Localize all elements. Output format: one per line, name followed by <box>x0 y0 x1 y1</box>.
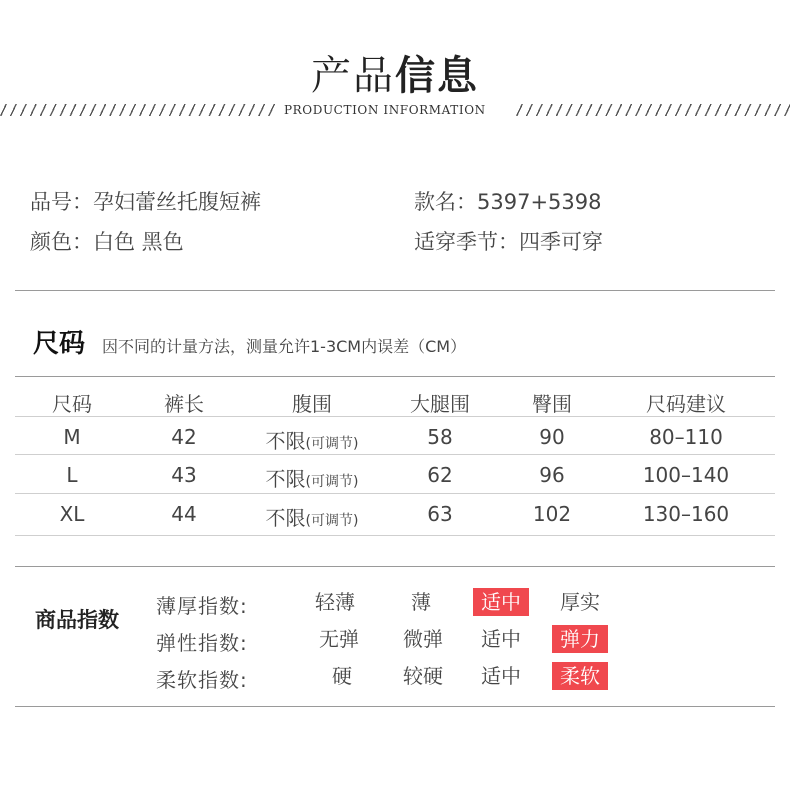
title-bold: 信息 <box>395 53 479 99</box>
waist-note: (可调节) <box>305 513 359 529</box>
size-heading: 尺码 <box>33 329 86 359</box>
waist-main: 不限 <box>265 429 306 453</box>
waist-note: (可调节) <box>305 474 359 490</box>
colors: 颜色：白色 黑色 <box>30 230 184 254</box>
page-title <box>0 44 790 101</box>
hatch-decoration-left <box>0 104 276 116</box>
size-cell: M <box>63 425 81 449</box>
waist-main: 不限 <box>265 506 306 530</box>
row-divider <box>15 416 775 417</box>
suggest-cell: 80–110 <box>649 425 723 449</box>
waist-cell <box>252 425 372 454</box>
column-header: 腹围 <box>292 392 332 416</box>
index-option: 厚实 <box>560 590 600 614</box>
row-divider <box>15 454 775 455</box>
table-top-border <box>15 376 775 377</box>
column-header: 尺码 <box>52 392 92 416</box>
thigh-cell: 63 <box>427 502 453 526</box>
size-cell: XL <box>59 502 85 526</box>
index-title: 商品指数 <box>35 608 119 632</box>
index-option: 薄 <box>411 590 431 614</box>
index-option: 轻薄 <box>315 590 355 614</box>
hip-cell: 90 <box>539 425 565 449</box>
softness-label: 柔软指数: <box>156 668 248 692</box>
subtitle: PRODUCTION INFORMATION <box>284 103 486 117</box>
suggest-cell: 130–160 <box>642 502 730 526</box>
index-option-selected: 弹力 <box>552 625 608 653</box>
column-header: 大腿围 <box>410 392 470 416</box>
length-cell: 42 <box>171 425 197 449</box>
style-name: 款名：5397+5398 <box>414 190 602 214</box>
index-option: 硬 <box>332 664 352 688</box>
divider <box>15 706 775 707</box>
size-cell: L <box>66 463 78 487</box>
waist-cell <box>252 463 372 492</box>
season: 适穿季节：四季可穿 <box>414 230 603 254</box>
index-option: 适中 <box>481 627 521 651</box>
thickness-label: 薄厚指数: <box>156 594 248 618</box>
thigh-cell: 62 <box>427 463 453 487</box>
column-header: 裤长 <box>164 392 204 416</box>
elasticity-label: 弹性指数: <box>156 631 248 655</box>
index-option: 适中 <box>481 664 521 688</box>
subtitle-row <box>0 102 790 120</box>
suggest-cell: 100–140 <box>642 463 730 487</box>
column-header: 臀围 <box>532 392 572 416</box>
table-bottom-border <box>15 535 775 536</box>
index-option: 微弹 <box>403 627 443 651</box>
index-option-selected: 适中 <box>473 588 529 616</box>
thigh-cell: 58 <box>427 425 453 449</box>
row-divider <box>15 493 775 494</box>
hip-cell: 96 <box>539 463 565 487</box>
divider <box>15 290 775 291</box>
index-option: 较硬 <box>403 664 443 688</box>
hatch-decoration-right <box>516 104 790 116</box>
length-cell: 43 <box>171 463 197 487</box>
index-option-selected: 柔软 <box>552 662 608 690</box>
waist-cell <box>252 502 372 531</box>
hip-cell: 102 <box>532 502 572 526</box>
length-cell: 44 <box>171 502 197 526</box>
size-note: 因不同的计量方法，测量允许1-3CM内误差（CM） <box>102 337 467 356</box>
waist-note: (可调节) <box>305 436 359 452</box>
title-light: 产品 <box>311 53 395 99</box>
column-header: 尺码建议 <box>646 392 726 416</box>
divider <box>15 566 775 567</box>
item-number: 品号：孕妇蕾丝托腹短裤 <box>30 190 261 214</box>
waist-main: 不限 <box>265 467 306 491</box>
index-option: 无弹 <box>319 627 359 651</box>
